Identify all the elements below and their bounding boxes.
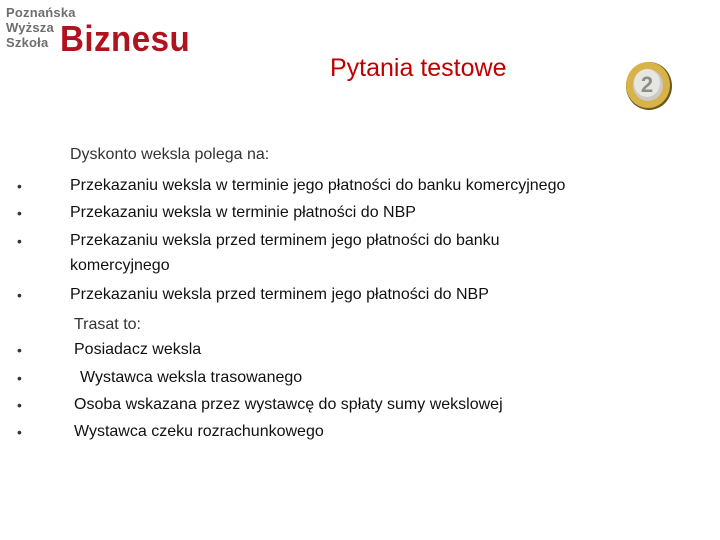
option-text: Przekazaniu weksla w terminie płatności do NBP <box>70 204 416 221</box>
question-1: Dyskonto weksla polega na: <box>70 146 270 163</box>
option-text-continued: komercyjnego <box>70 257 170 274</box>
option-text: Wystawca czeku rozrachunkowego <box>74 423 324 440</box>
logo-line-3: Szkoła <box>6 35 49 50</box>
option-text: Wystawca weksla trasowanego <box>80 369 303 386</box>
bullet: • <box>17 370 22 386</box>
bullet: • <box>17 424 22 440</box>
option-text: Przekazaniu weksla w terminie jego płatności do banku komercyjnego <box>70 177 566 194</box>
bullet: • <box>17 342 22 358</box>
logo-line-1: Poznańska <box>6 5 76 20</box>
logo-line-2: Wyższa <box>6 20 54 35</box>
option-text: Przekazaniu weksla przed terminem jego płatności do banku <box>70 232 500 249</box>
question-2: Trasat to: <box>74 316 141 333</box>
two-zloty-coin-icon <box>624 58 674 112</box>
bullet: • <box>17 397 22 413</box>
bullet: • <box>17 178 22 194</box>
slide-title: Pytania testowe <box>330 54 507 82</box>
option-text: Przekazaniu weksla przed terminem jego płatności do NBP <box>70 286 489 303</box>
option-text: Osoba wskazana przez wystawcę do spłaty sumy wekslowej <box>74 396 503 413</box>
bullet: • <box>17 287 22 303</box>
option-text: Posiadacz weksla <box>74 341 202 358</box>
logo-wordmark: Biznesu <box>60 18 191 59</box>
bullet: • <box>17 233 22 249</box>
svg-text:2: 2 <box>640 72 654 97</box>
bullet: • <box>17 205 22 221</box>
logo <box>6 5 191 59</box>
